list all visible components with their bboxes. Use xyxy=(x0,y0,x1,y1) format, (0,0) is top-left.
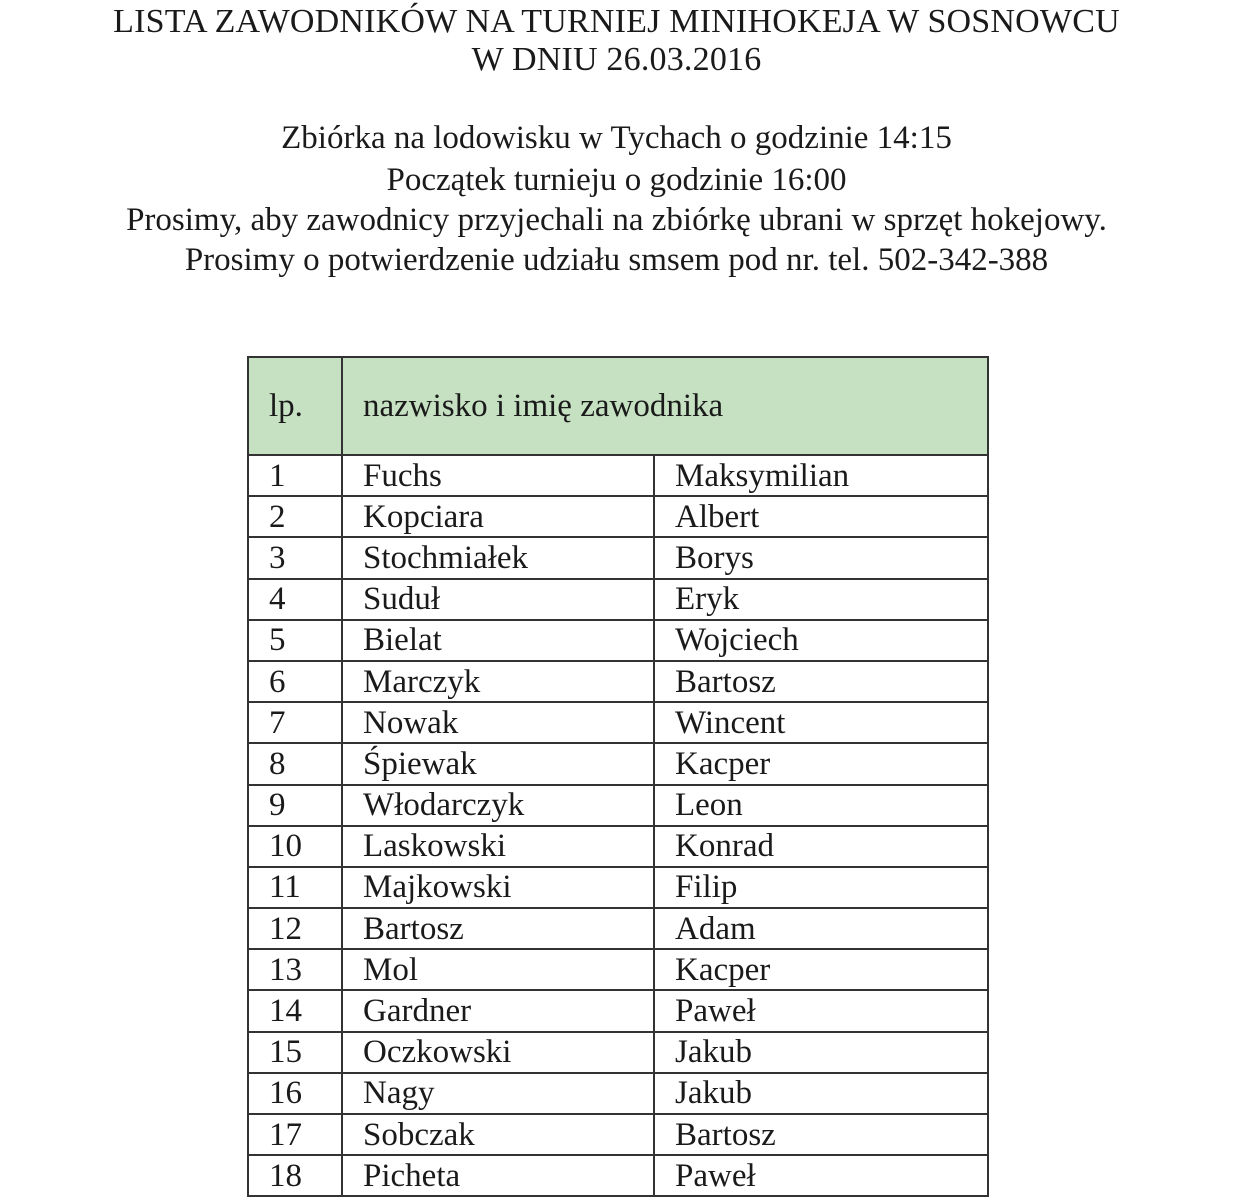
row-surname: Picheta xyxy=(342,1155,654,1196)
players-table-body xyxy=(248,455,988,1196)
row-number: 18 xyxy=(248,1155,342,1196)
row-surname: Gardner xyxy=(342,990,654,1031)
row-number: 3 xyxy=(248,537,342,578)
row-first-name: Konrad xyxy=(654,826,988,867)
table-row xyxy=(248,990,988,1031)
row-surname: Fuchs xyxy=(342,455,654,496)
row-surname: Oczkowski xyxy=(342,1032,654,1073)
row-first-name: Eryk xyxy=(654,579,988,620)
table-row xyxy=(248,579,988,620)
row-surname: Sobczak xyxy=(342,1114,654,1155)
row-first-name: Kacper xyxy=(654,949,988,990)
row-number: 12 xyxy=(248,908,342,949)
row-number: 11 xyxy=(248,867,342,908)
row-number: 1 xyxy=(248,455,342,496)
table-row xyxy=(248,537,988,578)
row-first-name: Wincent xyxy=(654,702,988,743)
document-date: W DNIU 26.03.2016 xyxy=(471,41,762,78)
table-row xyxy=(248,661,988,702)
row-number: 9 xyxy=(248,785,342,826)
info-meeting-time: Zbiórka na lodowisku w Tychach o godzinie 14:15 xyxy=(281,120,952,156)
row-first-name: Bartosz xyxy=(654,661,988,702)
row-number: 4 xyxy=(248,579,342,620)
table-row xyxy=(248,1114,988,1155)
table-row xyxy=(248,1073,988,1114)
row-number: 8 xyxy=(248,743,342,784)
players-table xyxy=(247,356,989,1197)
info-start-time: Początek turnieju o godzinie 16:00 xyxy=(386,162,847,198)
table-header-row xyxy=(248,357,988,455)
row-number: 13 xyxy=(248,949,342,990)
row-first-name: Bartosz xyxy=(654,1114,988,1155)
row-surname: Bartosz xyxy=(342,908,654,949)
table-row xyxy=(248,496,988,537)
row-number: 15 xyxy=(248,1032,342,1073)
row-number: 5 xyxy=(248,620,342,661)
table-row xyxy=(248,743,988,784)
row-first-name: Kacper xyxy=(654,743,988,784)
row-first-name: Filip xyxy=(654,867,988,908)
row-number: 10 xyxy=(248,826,342,867)
row-number: 16 xyxy=(248,1073,342,1114)
row-first-name: Leon xyxy=(654,785,988,826)
info-equipment-note: Prosimy, aby zawodnicy przyjechali na zbiórkę ubrani w sprzęt hokejowy. xyxy=(126,202,1107,238)
table-row xyxy=(248,908,988,949)
row-number: 14 xyxy=(248,990,342,1031)
row-first-name: Paweł xyxy=(654,1155,988,1196)
row-surname: Włodarczyk xyxy=(342,785,654,826)
document-title: LISTA ZAWODNIKÓW NA TURNIEJ MINIHOKEJA W SOSNOWCU xyxy=(113,3,1120,40)
row-surname: Nowak xyxy=(342,702,654,743)
row-first-name: Jakub xyxy=(654,1073,988,1114)
row-surname: Majkowski xyxy=(342,867,654,908)
row-surname: Kopciara xyxy=(342,496,654,537)
table-row xyxy=(248,785,988,826)
row-number: 7 xyxy=(248,702,342,743)
row-first-name: Wojciech xyxy=(654,620,988,661)
row-first-name: Jakub xyxy=(654,1032,988,1073)
row-first-name: Maksymilian xyxy=(654,455,988,496)
row-number: 2 xyxy=(248,496,342,537)
row-surname: Bielat xyxy=(342,620,654,661)
row-number: 6 xyxy=(248,661,342,702)
row-first-name: Adam xyxy=(654,908,988,949)
row-surname: Stochmiałek xyxy=(342,537,654,578)
table-row xyxy=(248,1155,988,1196)
row-first-name: Albert xyxy=(654,496,988,537)
row-surname: Mol xyxy=(342,949,654,990)
table-row xyxy=(248,1032,988,1073)
row-surname: Nagy xyxy=(342,1073,654,1114)
row-first-name: Paweł xyxy=(654,990,988,1031)
header-lp: lp. xyxy=(248,357,342,455)
table-row xyxy=(248,867,988,908)
row-surname: Marczyk xyxy=(342,661,654,702)
row-number: 17 xyxy=(248,1114,342,1155)
table-row xyxy=(248,949,988,990)
table-row xyxy=(248,455,988,496)
row-surname: Suduł xyxy=(342,579,654,620)
row-surname: Laskowski xyxy=(342,826,654,867)
table-row xyxy=(248,702,988,743)
info-confirmation-note: Prosimy o potwierdzenie udziału smsem pod nr. tel. 502-342-388 xyxy=(184,242,1049,278)
row-surname: Śpiewak xyxy=(342,743,654,784)
row-first-name: Borys xyxy=(654,537,988,578)
header-player-name: nazwisko i imię zawodnika xyxy=(342,357,988,455)
table-row xyxy=(248,620,988,661)
table-row xyxy=(248,826,988,867)
